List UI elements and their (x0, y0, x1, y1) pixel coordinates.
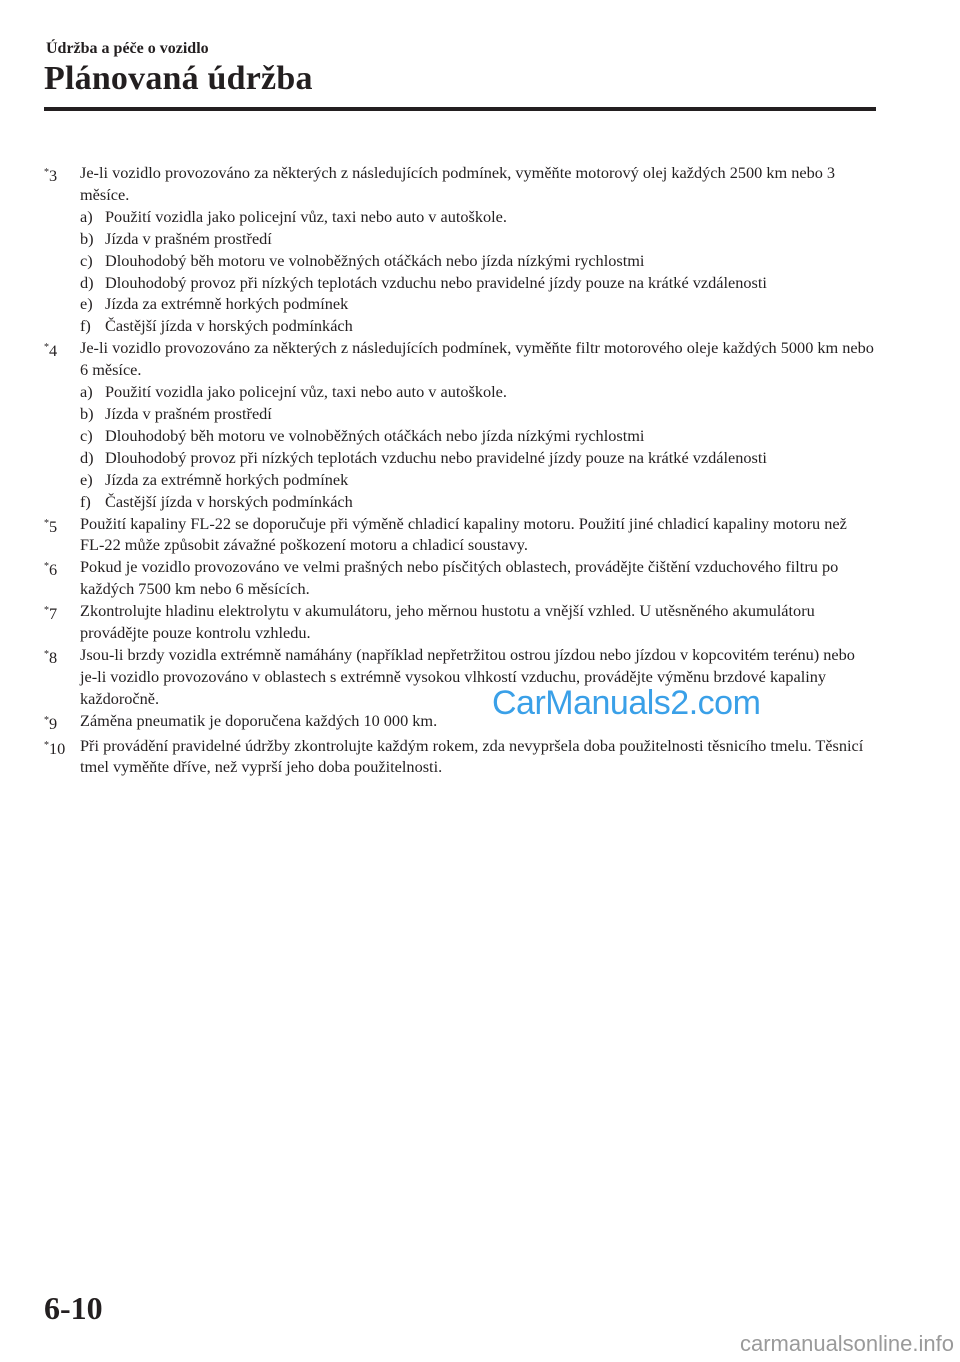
condition-text: Dlouhodobý běh motoru ve volnoběžných otáčkách nebo jízda nízkými rychlostmi (105, 250, 645, 270)
condition-text: Dlouhodobý běh motoru ve volnoběžných otáčkách nebo jízda nízkými rychlostmi (105, 425, 645, 445)
footnote (44, 162, 874, 337)
footnote-number (44, 644, 80, 710)
condition-item (80, 250, 874, 272)
condition-item (80, 447, 874, 469)
asterisk-icon: * (44, 342, 49, 354)
footnote (44, 337, 874, 512)
footnote (44, 513, 874, 557)
footnote-body (80, 162, 874, 337)
footnote (44, 735, 874, 779)
condition-item (80, 491, 874, 513)
footnote-text: Je-li vozidlo provozováno za některých z následujících podmínek, vyměňte motorový olej každých 2500 km nebo 3 měsíce. (80, 163, 836, 204)
condition-letter: f) (80, 316, 91, 336)
footnote-number-text: 10 (49, 738, 66, 758)
condition-item (80, 206, 874, 228)
footnote-number (44, 337, 80, 512)
condition-letter: f) (80, 491, 91, 511)
condition-item (80, 293, 874, 315)
condition-text: Jízda v prašném prostředí (105, 228, 272, 248)
footnote-body (80, 337, 874, 512)
footnote-text: Použití kapaliny FL-22 se doporučuje při výměně chladicí kapaliny motoru. Použití jiné chladicí kapaliny motoru než FL-22 může způsobit závažné poškození motoru a chladicí soustavy. (80, 513, 847, 555)
condition-item (80, 315, 874, 337)
section-label: Údržba a péče o vozidlo (46, 40, 209, 57)
condition-item (80, 469, 874, 491)
condition-letter: e) (80, 469, 93, 489)
footnote-text: Jsou-li brzdy vozidla extrémně namáhány (například nepřetržitou ostrou jízdou nebo jízdou v kopcovitém terénu) nebo je-li vozidlo provozováno v oblastech s extrémně vysokou vlhkostí vzduchu, provádějte výměnu brzdové kapaliny každoročně. (80, 644, 855, 708)
condition-letter: d) (80, 272, 94, 292)
condition-item (80, 381, 874, 403)
footnote-number-text: 4 (49, 341, 58, 361)
condition-letter: b) (80, 228, 94, 248)
footnote-number (44, 513, 80, 557)
condition-letter: c) (80, 250, 93, 270)
condition-text: Jízda v prašném prostředí (105, 403, 272, 423)
condition-text: Použití vozidla jako policejní vůz, taxi nebo auto v autoškole. (105, 382, 507, 402)
footnote-body (80, 556, 874, 600)
condition-text: Jízda za extrémně horkých podmínek (105, 469, 349, 489)
condition-letter: a) (80, 382, 93, 402)
page-number: 6-10 (44, 1290, 103, 1326)
asterisk-icon: * (44, 561, 49, 573)
watermark-logo: CarManuals2.com (492, 684, 761, 722)
footnote-number-text: 6 (49, 560, 58, 580)
condition-item (80, 425, 874, 447)
footer-watermark: carmanualsonline.info (739, 1331, 954, 1356)
asterisk-icon: * (44, 648, 49, 660)
asterisk-icon: * (44, 517, 49, 529)
footnote-text: Při provádění pravidelné údržby zkontrolujte každým rokem, zda nevypršela doba použitelnosti těsnicího tmelu. Těsnicí tmel vyměňte dříve, než vyprší jeho doba použitelnosti. (80, 735, 864, 777)
footnote-number-text: 3 (49, 166, 58, 185)
condition-text: Použití vozidla jako policejní vůz, taxi nebo auto v autoškole. (105, 206, 507, 226)
footnote-number-text: 7 (49, 604, 58, 624)
footnote (44, 556, 874, 600)
asterisk-icon: * (44, 739, 49, 751)
condition-item (80, 403, 874, 425)
footnote-text: Zkontrolujte hladinu elektrolytu v akumulátoru, jeho měrnou hustotu a vnější vzhled. U utěsněného akumulátoru provádějte pouze kontrolu vzhledu. (80, 601, 815, 643)
condition-text: Jízda za extrémně horkých podmínek (105, 294, 349, 314)
footnote-text: Záměna pneumatik je doporučena každých 10 000 km. (80, 710, 438, 730)
condition-letter: e) (80, 294, 93, 314)
asterisk-icon: * (44, 714, 49, 726)
page-title: Plánovaná údržba (44, 60, 313, 97)
footnote-number-text: 5 (49, 516, 58, 536)
footnote-body (80, 600, 874, 644)
footnote-number (44, 735, 80, 779)
condition-letter: d) (80, 447, 94, 467)
footnote-number-text: 9 (49, 713, 58, 733)
condition-text: Dlouhodobý provoz při nízkých teplotách vzduchu nebo pravidelné jízdy pouze na krátké vzdálenosti (105, 447, 767, 467)
footnote-body (80, 513, 874, 557)
condition-item (80, 272, 874, 294)
asterisk-icon: * (44, 605, 49, 617)
condition-letter: c) (80, 425, 93, 445)
condition-letter: a) (80, 206, 93, 226)
footnote-number (44, 600, 80, 644)
footnote (44, 600, 874, 644)
condition-text: Častější jízda v horských podmínkách (105, 316, 353, 336)
footnote-number (44, 556, 80, 600)
footnote-number (44, 162, 80, 337)
condition-item (80, 228, 874, 250)
footnote-number-text: 8 (49, 647, 58, 667)
condition-text: Častější jízda v horských podmínkách (105, 491, 353, 511)
footnote-number (44, 710, 80, 735)
title-rule (44, 107, 876, 111)
footnote-body (80, 735, 874, 779)
footnote-text: Pokud je vozidlo provozováno ve velmi prašných nebo písčitých oblastech, provádějte čištění vzduchového filtru po každých 7500 km nebo 6 měsících. (80, 557, 839, 599)
condition-text: Dlouhodobý provoz při nízkých teplotách vzduchu nebo pravidelné jízdy pouze na krátké vzdálenosti (105, 272, 767, 292)
asterisk-icon: * (44, 167, 49, 178)
condition-letter: b) (80, 403, 94, 423)
footnote-text: Je-li vozidlo provozováno za některých z následujících podmínek, vyměňte filtr motorového oleje každých 5000 km nebo 6 měsíce. (80, 338, 874, 380)
